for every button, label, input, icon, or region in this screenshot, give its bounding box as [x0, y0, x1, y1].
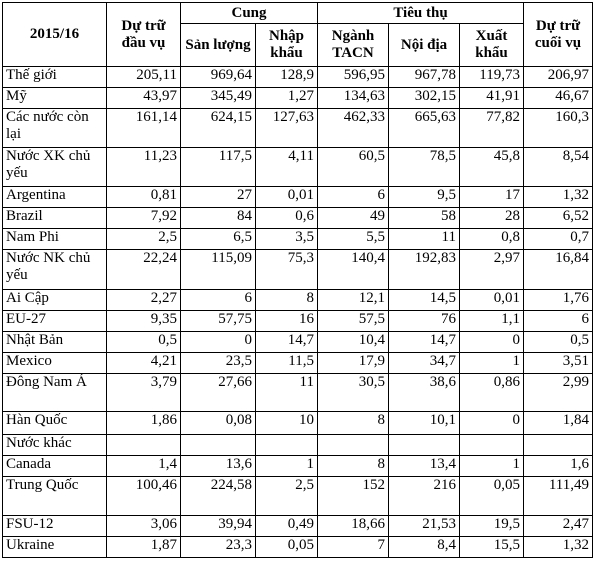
- table-row: [3, 435, 593, 456]
- table-cell: 76: [389, 311, 460, 332]
- table-cell: 21,53: [389, 516, 460, 537]
- table-cell: 115,09: [181, 250, 256, 290]
- row-label: Canada: [3, 456, 107, 477]
- table-cell: 0: [460, 332, 524, 353]
- row-label: Hàn Quốc: [3, 412, 107, 435]
- table-cell: 10,4: [318, 332, 389, 353]
- year-header: 2015/16: [3, 3, 107, 67]
- table-cell: [460, 435, 524, 456]
- table-cell: 2,47: [524, 516, 593, 537]
- table-cell: 23,3: [181, 537, 256, 558]
- row-label: Nước khác: [3, 435, 107, 456]
- exports-header: Xuất khẩu: [460, 24, 524, 67]
- table-row: [3, 67, 593, 88]
- table-cell: [181, 435, 256, 456]
- table-cell: 77,82: [460, 109, 524, 148]
- table-cell: 13,4: [389, 456, 460, 477]
- table-cell: 1,76: [524, 290, 593, 311]
- table-cell: 27,66: [181, 374, 256, 412]
- table-cell: 8: [318, 412, 389, 435]
- ending-stock-header: Dự trữ cuối vụ: [524, 3, 593, 67]
- table-cell: [107, 435, 181, 456]
- row-label: Nước XK chủ yếu: [3, 148, 107, 187]
- table-cell: 665,63: [389, 109, 460, 148]
- table-cell: 0,05: [256, 537, 318, 558]
- table-cell: 128,9: [256, 67, 318, 88]
- table-cell: 969,64: [181, 67, 256, 88]
- row-label: Mexico: [3, 353, 107, 374]
- table-cell: 0,01: [460, 290, 524, 311]
- table-cell: 224,58: [181, 477, 256, 516]
- table-cell: 7: [318, 537, 389, 558]
- production-header: Sản lượng: [181, 24, 256, 67]
- table-cell: 4,21: [107, 353, 181, 374]
- table-cell: 3,5: [256, 229, 318, 250]
- table-row: [3, 374, 593, 412]
- table-cell: 1,84: [524, 412, 593, 435]
- table-cell: 0,5: [524, 332, 593, 353]
- table-cell: 1: [460, 456, 524, 477]
- table-cell: 19,5: [460, 516, 524, 537]
- table-cell: 302,15: [389, 88, 460, 109]
- row-label: Nam Phi: [3, 229, 107, 250]
- table-cell: 6,5: [181, 229, 256, 250]
- table-cell: 111,49: [524, 477, 593, 516]
- row-label: Đông Nam Á: [3, 374, 107, 412]
- consumption-header: Tiêu thụ: [318, 3, 524, 24]
- table-cell: 57,75: [181, 311, 256, 332]
- table-cell: 18,66: [318, 516, 389, 537]
- table-cell: 0,01: [256, 187, 318, 208]
- table-cell: 0,49: [256, 516, 318, 537]
- table-cell: 1,32: [524, 187, 593, 208]
- table-cell: 12,1: [318, 290, 389, 311]
- table-cell: 15,5: [460, 537, 524, 558]
- table-cell: 192,83: [389, 250, 460, 290]
- table-cell: 46,67: [524, 88, 593, 109]
- table-cell: 1,6: [524, 456, 593, 477]
- table-cell: 0,86: [460, 374, 524, 412]
- table-cell: 0,6: [256, 208, 318, 229]
- table-cell: 78,5: [389, 148, 460, 187]
- table-row: [3, 516, 593, 537]
- row-label: Argentina: [3, 187, 107, 208]
- row-label: Các nước còn lại: [3, 109, 107, 148]
- table-cell: 30,5: [318, 374, 389, 412]
- table-cell: 11: [256, 374, 318, 412]
- row-label: Nhật Bản: [3, 332, 107, 353]
- table-cell: 0: [181, 332, 256, 353]
- table-body: [3, 67, 593, 558]
- table-row: [3, 311, 593, 332]
- table-row: [3, 88, 593, 109]
- table-cell: 22,24: [107, 250, 181, 290]
- table-cell: 11,5: [256, 353, 318, 374]
- table-cell: 39,94: [181, 516, 256, 537]
- row-label: Thế giới: [3, 67, 107, 88]
- table-cell: 0,8: [460, 229, 524, 250]
- table-cell: 16,84: [524, 250, 593, 290]
- table-cell: 7,92: [107, 208, 181, 229]
- table-cell: 6: [524, 311, 593, 332]
- table-cell: [318, 435, 389, 456]
- table-cell: 0,7: [524, 229, 593, 250]
- table-cell: 1,86: [107, 412, 181, 435]
- table-cell: 3,51: [524, 353, 593, 374]
- table-cell: 75,3: [256, 250, 318, 290]
- table-row: [3, 208, 593, 229]
- table-cell: 84: [181, 208, 256, 229]
- table-cell: 49: [318, 208, 389, 229]
- table-cell: 160,3: [524, 109, 593, 148]
- table-row: [3, 109, 593, 148]
- table-row: [3, 412, 593, 435]
- table-cell: 0,08: [181, 412, 256, 435]
- table-cell: 13,6: [181, 456, 256, 477]
- table-cell: 0,81: [107, 187, 181, 208]
- corn-balance-table: [2, 2, 593, 558]
- table-cell: 27: [181, 187, 256, 208]
- table-cell: 117,5: [181, 148, 256, 187]
- table-row: [3, 187, 593, 208]
- table-cell: 3,79: [107, 374, 181, 412]
- table-row: [3, 332, 593, 353]
- table-cell: 8,54: [524, 148, 593, 187]
- table-cell: 205,11: [107, 67, 181, 88]
- domestic-header: Nội địa: [389, 24, 460, 67]
- table-cell: 16: [256, 311, 318, 332]
- table-cell: 45,8: [460, 148, 524, 187]
- table-cell: 5,5: [318, 229, 389, 250]
- table-cell: 34,7: [389, 353, 460, 374]
- table-cell: [256, 435, 318, 456]
- table-cell: 17: [460, 187, 524, 208]
- table-cell: 57,5: [318, 311, 389, 332]
- table-cell: 1,1: [460, 311, 524, 332]
- table-row: [3, 537, 593, 558]
- row-label: Nước NK chủ yếu: [3, 250, 107, 290]
- table-cell: 119,73: [460, 67, 524, 88]
- table-cell: 10,1: [389, 412, 460, 435]
- table-row: [3, 250, 593, 290]
- table-cell: 14,7: [389, 332, 460, 353]
- table-cell: 0: [460, 412, 524, 435]
- table-cell: 8: [256, 290, 318, 311]
- table-cell: 38,6: [389, 374, 460, 412]
- table-cell: 58: [389, 208, 460, 229]
- row-label: FSU-12: [3, 516, 107, 537]
- feed-header: Ngành TACN: [318, 24, 389, 67]
- table-cell: 2,5: [256, 477, 318, 516]
- opening-stock-header: Dự trữ đầu vụ: [107, 3, 181, 67]
- table-cell: 2,99: [524, 374, 593, 412]
- table-cell: 10: [256, 412, 318, 435]
- table-cell: 345,49: [181, 88, 256, 109]
- table-cell: 1: [460, 353, 524, 374]
- table-cell: 1,87: [107, 537, 181, 558]
- table-cell: 41,91: [460, 88, 524, 109]
- row-label: EU-27: [3, 311, 107, 332]
- table-cell: 11: [389, 229, 460, 250]
- table-cell: 17,9: [318, 353, 389, 374]
- table-cell: 100,46: [107, 477, 181, 516]
- table-cell: 0,05: [460, 477, 524, 516]
- table-cell: 1: [256, 456, 318, 477]
- row-label: Ukraine: [3, 537, 107, 558]
- table-cell: 140,4: [318, 250, 389, 290]
- table-row: [3, 456, 593, 477]
- table-cell: 60,5: [318, 148, 389, 187]
- table-row: [3, 148, 593, 187]
- table-cell: 9,35: [107, 311, 181, 332]
- table-cell: 0,5: [107, 332, 181, 353]
- table-cell: 1,32: [524, 537, 593, 558]
- table-row: [3, 477, 593, 516]
- supply-header: Cung: [181, 3, 318, 24]
- table-cell: 134,63: [318, 88, 389, 109]
- table-cell: 8: [318, 456, 389, 477]
- table-cell: 6: [318, 187, 389, 208]
- table-cell: 596,95: [318, 67, 389, 88]
- table-cell: 206,97: [524, 67, 593, 88]
- table-cell: 2,27: [107, 290, 181, 311]
- table-cell: 2,5: [107, 229, 181, 250]
- table-row: [3, 353, 593, 374]
- table-cell: 9,5: [389, 187, 460, 208]
- table-cell: 152: [318, 477, 389, 516]
- table-cell: 462,33: [318, 109, 389, 148]
- table-cell: 11,23: [107, 148, 181, 187]
- imports-header: Nhập khẩu: [256, 24, 318, 67]
- table-cell: 967,78: [389, 67, 460, 88]
- table-row: [3, 229, 593, 250]
- table-cell: 14,5: [389, 290, 460, 311]
- table-container: [2, 2, 593, 558]
- row-label: Ai Cập: [3, 290, 107, 311]
- table-cell: 6: [181, 290, 256, 311]
- table-cell: 6,52: [524, 208, 593, 229]
- table-cell: 3,06: [107, 516, 181, 537]
- table-cell: 127,63: [256, 109, 318, 148]
- table-cell: 23,5: [181, 353, 256, 374]
- table-cell: 43,97: [107, 88, 181, 109]
- table-row: [3, 290, 593, 311]
- table-cell: [524, 435, 593, 456]
- table-cell: 28: [460, 208, 524, 229]
- table-cell: 1,4: [107, 456, 181, 477]
- row-label: Mỹ: [3, 88, 107, 109]
- table-cell: 216: [389, 477, 460, 516]
- row-label: Brazil: [3, 208, 107, 229]
- table-cell: 2,97: [460, 250, 524, 290]
- row-label: Trung Quốc: [3, 477, 107, 516]
- table-cell: 161,14: [107, 109, 181, 148]
- table-cell: 1,27: [256, 88, 318, 109]
- table-cell: 4,11: [256, 148, 318, 187]
- table-cell: 624,15: [181, 109, 256, 148]
- table-cell: 14,7: [256, 332, 318, 353]
- table-cell: 8,4: [389, 537, 460, 558]
- table-cell: [389, 435, 460, 456]
